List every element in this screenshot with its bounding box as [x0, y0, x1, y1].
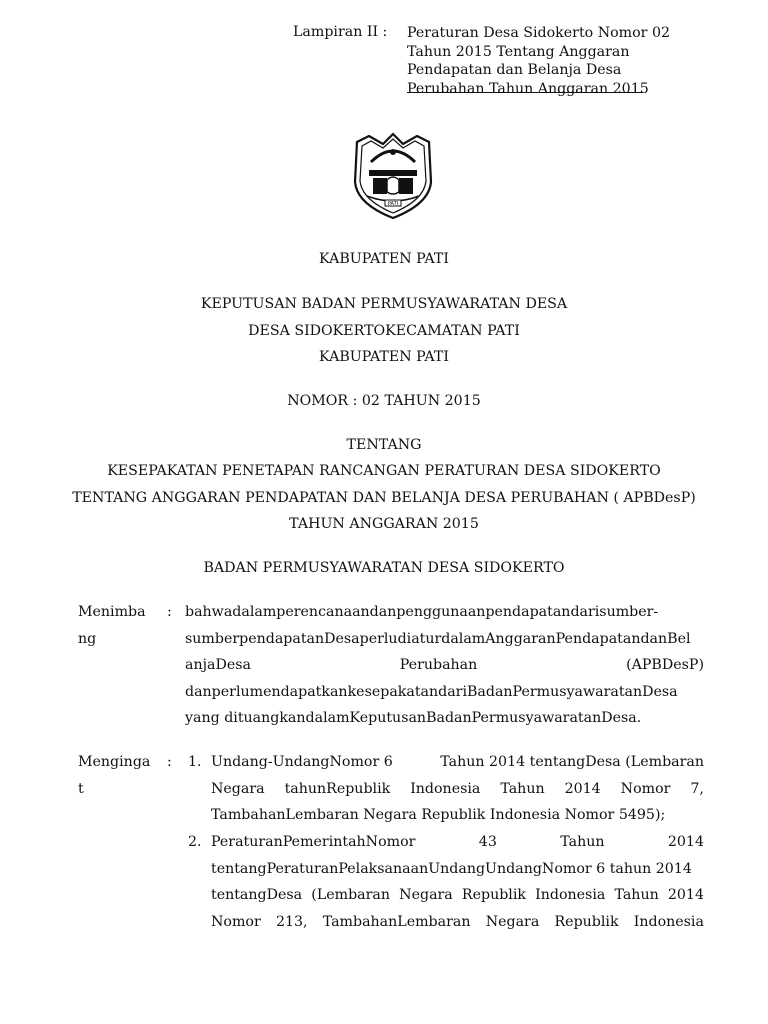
lampiran-line [407, 80, 670, 99]
menimbang-label [78, 599, 146, 652]
list-item-line [211, 882, 704, 909]
tentang-heading: TENTANG [346, 437, 422, 453]
subject-line: TENTANG ANGGARAN PENDAPATAN DAN BELANJA DESA PERUBAHAN ( APBDesP) [72, 490, 696, 506]
word: PeraturanPemerintahNomor [211, 834, 416, 850]
lampiran-line: Pendapatan dan Belanja Desa [407, 62, 622, 78]
word: Negara [485, 913, 540, 930]
menimbang-line [185, 652, 704, 679]
word: Tahun [500, 780, 545, 797]
list-item-line [211, 776, 704, 803]
word: Indonesia [633, 913, 704, 930]
word: (Lembaran [311, 887, 391, 903]
word: Undang-UndangNomor 6 [211, 754, 393, 770]
word: tentangPeraturanPelaksanaanUndangUndangNomor 6 tahun 2014 [211, 860, 692, 877]
menimbang-label-line: ng [78, 630, 97, 647]
keputusan-title: KABUPATEN PATI [319, 349, 449, 365]
list-item-line [211, 829, 704, 856]
word: Negara [399, 887, 453, 903]
lampiran-line: Tahun 2015 Tentang Anggaran [407, 43, 630, 60]
lampiran-line-underlined: Perubahan Tahun Anggaran 2015 [407, 80, 649, 97]
issuing-body: BADAN PERMUSYAWARATAN DESA SIDOKERTO [203, 560, 565, 576]
word: Republik [554, 913, 619, 930]
list-item [211, 829, 704, 935]
menimbang-line: bahwadalamperencanaandanpenggunaanpendapatandarisumber- [185, 604, 659, 620]
menimbang-label-line: Menimba [78, 604, 146, 620]
word: 213, [275, 913, 308, 930]
mengingat-label [78, 749, 150, 802]
word: Indonesia [410, 780, 481, 797]
word: Nomor [620, 780, 671, 797]
word: TambahanLembaran [322, 913, 471, 930]
word: 43 [478, 834, 497, 850]
word: 7, [690, 780, 704, 797]
word: Tahun 2014 tentangDesa (Lembaran [440, 754, 704, 770]
lampiran-label: Lampiran II : [293, 24, 388, 40]
list-item-line [211, 909, 704, 936]
list-item-number: 2. [188, 834, 202, 850]
menimbang-text [185, 599, 704, 732]
lampiran-line: Peraturan Desa Sidokerto Nomor 02 [407, 25, 670, 41]
menimbang-line: yang dituangkandalamKeputusanBadanPermusyawaratanDesa. [185, 710, 642, 726]
word: tahunRepublik [284, 780, 391, 797]
menimbang-colon: : [167, 604, 172, 620]
menimbang-line: sumberpendapatanDesaperludiaturdalamAnggaranPendapatandanBel [185, 630, 691, 647]
word: 2014 [564, 780, 601, 797]
nomor-line: NOMOR : 02 TAHUN 2015 [287, 393, 481, 409]
list-item-number: 1. [188, 754, 202, 770]
mengingat-label-line: t [78, 780, 84, 797]
word: Perubahan [399, 657, 478, 673]
list-item-line [211, 856, 704, 883]
word: (APBDesP) [626, 657, 704, 673]
kabupaten-heading: KABUPATEN PATI [319, 251, 449, 267]
word: Nomor [211, 913, 261, 930]
mengingat-colon: : [167, 754, 172, 770]
subject-line: KESEPAKATAN PENETAPAN RANCANGAN PERATURAN DESA SIDOKERTO [107, 463, 661, 479]
lampiran-reference [407, 24, 670, 98]
word: 2014 [667, 834, 704, 850]
keputusan-title: KEPUTUSAN BADAN PERMUSYAWARATAN DESA [200, 296, 568, 312]
word: Tahun [560, 834, 605, 850]
keputusan-title: DESA SIDOKERTOKECAMATAN PATI [248, 323, 520, 339]
word: Indonesia [535, 887, 606, 903]
menimbang-line: danperlumendapatkankesepakatandariBadanPermusyawaratanDesa [185, 683, 678, 700]
word: tentangDesa [211, 887, 303, 903]
emblem-label: PATI [387, 201, 399, 207]
word: Republik [461, 887, 526, 903]
word: anjaDesa [185, 657, 251, 673]
kabupaten-pati-crest-icon [349, 130, 437, 220]
word: Negara [211, 780, 265, 797]
list-item [211, 749, 704, 829]
word: Tahun [614, 887, 659, 903]
mengingat-label-line: Menginga [78, 754, 151, 770]
list-item-line [211, 749, 704, 776]
list-item-line: TambahanLembaran Negara Republik Indonesia Nomor 5495); [211, 807, 666, 823]
word: 2014 [667, 887, 704, 903]
subject-line: TAHUN ANGGARAN 2015 [289, 516, 479, 532]
